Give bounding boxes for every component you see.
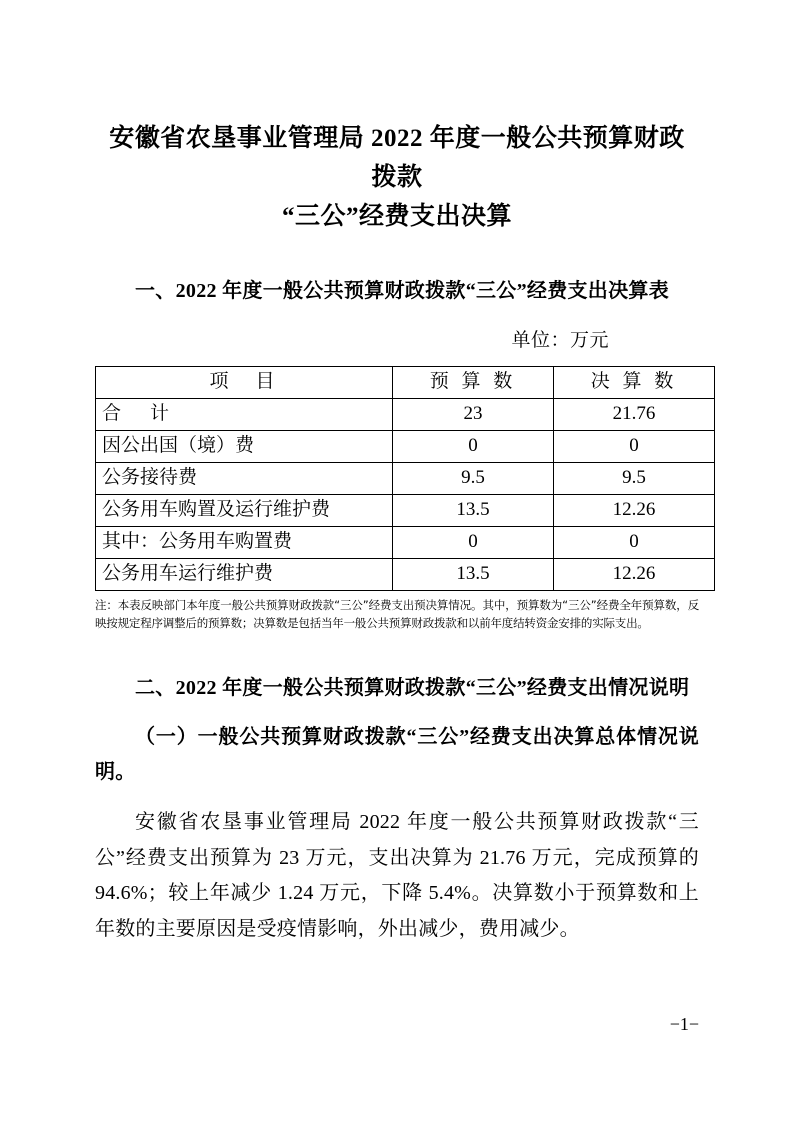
row-budget-value: 13.5: [393, 495, 554, 527]
row-budget-value: 9.5: [393, 463, 554, 495]
row-final-value: 9.5: [554, 463, 715, 495]
row-item-label: 公务接待费: [96, 463, 393, 495]
section-heading-2: 二、2022 年度一般公共预算财政拨款“三公”经费支出情况说明: [135, 676, 690, 699]
column-header-item: 项 目: [96, 367, 393, 399]
row-budget-value: 23: [393, 399, 554, 431]
page-title-line-1: 安徽省农垦事业管理局 2022 年度一般公共预算财政拨款: [109, 125, 685, 191]
row-item-label: 公务用车购置及运行维护费: [96, 495, 393, 527]
row-final-value: 21.76: [554, 399, 715, 431]
row-item-label: 合 计: [96, 399, 393, 431]
row-final-value: 12.26: [554, 559, 715, 591]
page-title: [95, 120, 699, 236]
row-budget-value: 0: [393, 431, 554, 463]
table-row: [96, 399, 715, 431]
row-item-label: 其中：公务用车购置费: [96, 527, 393, 559]
table-row: [96, 431, 715, 463]
table-row: [96, 527, 715, 559]
column-header-final: 决 算 数: [554, 367, 715, 399]
budget-table: [95, 366, 715, 591]
table-row: [96, 463, 715, 495]
unit-label: 单位：万元: [511, 330, 609, 352]
table-row: [96, 495, 715, 527]
row-budget-value: 0: [393, 527, 554, 559]
page-title-line-2: “三公”经费支出决算: [281, 202, 512, 230]
body-paragraph-1: 安徽省农垦事业管理局 2022 年度一般公共预算财政拨款“三公”经费支出预算为 23 万元，支出决算为 21.76 万元，完成预算的 94.6%；较上年减少 1.24 万元，下降 5.4%。决算数小于预算数和上年数的主要原因是受疫情影响，外出减少，费用减少。: [95, 811, 699, 940]
row-final-value: 0: [554, 527, 715, 559]
column-header-budget: 预 算 数: [393, 367, 554, 399]
row-item-label: 因公出国（境）费: [96, 431, 393, 463]
page-number: −1−: [669, 1014, 699, 1034]
table-header-row: [96, 367, 715, 399]
row-item-label: 公务用车运行维护费: [96, 559, 393, 591]
row-final-value: 12.26: [554, 495, 715, 527]
section-heading-1: 一、2022 年度一般公共预算财政拨款“三公”经费支出决算表: [135, 280, 669, 303]
table-row: [96, 559, 715, 591]
subsection-heading: （一）一般公共预算财政拨款“三公”经费支出决算总体情况说明。: [95, 725, 699, 784]
table-note: 注：本表反映部门本年度一般公共预算财政拨款“三公”经费支出预决算情况。其中，预算数为“三公”经费全年预算数，反映按规定程序调整后的预算数；决算数是包括当年一般公共预算财政拨款和以前年度结转资金安排的实际支出。: [95, 598, 699, 631]
row-budget-value: 13.5: [393, 559, 554, 591]
row-final-value: 0: [554, 431, 715, 463]
